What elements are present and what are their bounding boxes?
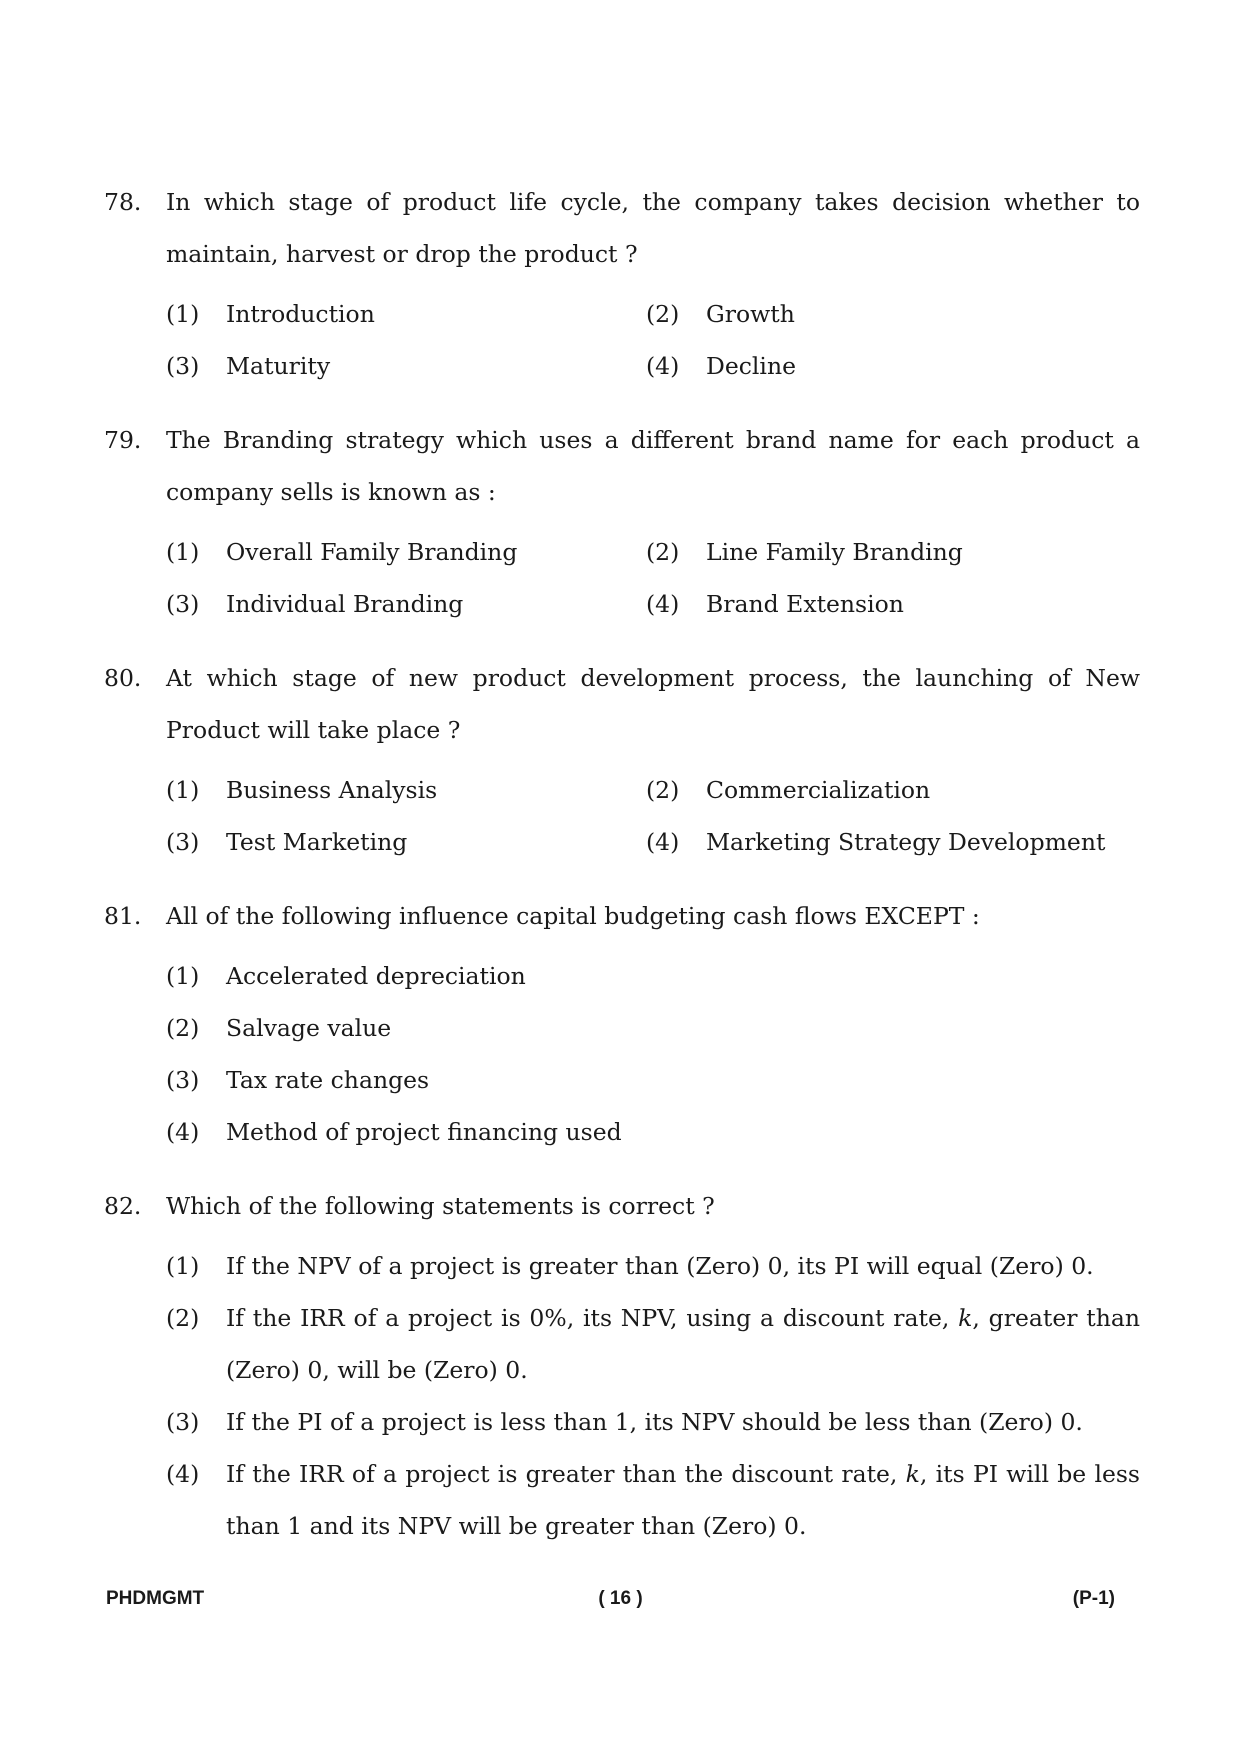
option	[166, 764, 646, 816]
option-number: (3)	[166, 590, 200, 618]
option-number: (4)	[646, 352, 680, 380]
question-79	[104, 414, 1140, 630]
question-number: 80.	[104, 664, 142, 692]
option-number: (4)	[166, 1460, 200, 1488]
option-text: Accelerated depreciation	[226, 962, 526, 990]
options-grid	[166, 764, 1140, 868]
question-number: 79.	[104, 426, 142, 454]
option-text	[226, 1292, 1140, 1396]
question-number: 81.	[104, 902, 142, 930]
options-list	[166, 950, 1140, 1158]
option	[646, 578, 1126, 630]
option-number: (1)	[166, 300, 200, 328]
question-81	[104, 890, 1140, 1158]
option-text: Individual Branding	[226, 590, 464, 618]
option	[646, 288, 1126, 340]
set-code: (P-1)	[1072, 1588, 1115, 1609]
question-text: All of the following influence capital budgeting cash flows EXCEPT :	[166, 902, 980, 930]
option	[166, 1002, 1140, 1054]
option-text: Business Analysis	[226, 776, 438, 804]
option-number: (1)	[166, 1252, 200, 1280]
option-number: (2)	[646, 300, 680, 328]
options-grid	[166, 526, 1140, 630]
options-list	[166, 1240, 1140, 1552]
option	[166, 1292, 1140, 1396]
option-number: (3)	[166, 1408, 200, 1436]
option	[166, 1396, 1140, 1448]
option	[166, 1106, 1140, 1158]
option-text: Introduction	[226, 300, 375, 328]
option-text-part: , greater than (Zero) 0, will be (Zero) 0.	[226, 1304, 1140, 1384]
question-text: The Branding strategy which uses a different brand name for each product a company sells is known as :	[166, 426, 1140, 506]
question-78	[104, 176, 1140, 392]
option-text: Line Family Branding	[706, 538, 963, 566]
paper-code: PHDMGMT	[106, 1588, 205, 1609]
option-number: (1)	[166, 962, 200, 990]
option-text: Commercialization	[706, 776, 931, 804]
question-text: Which of the following statements is correct ?	[166, 1192, 715, 1220]
option-text-part: If the IRR of a project is greater than the discount rate,	[226, 1460, 906, 1488]
option	[166, 1240, 1140, 1292]
question-number: 82.	[104, 1192, 142, 1220]
option-number: (2)	[166, 1014, 200, 1042]
option-text: If the PI of a project is less than 1, its NPV should be less than (Zero) 0.	[226, 1408, 1083, 1436]
option-number: (3)	[166, 828, 200, 856]
option-number: (4)	[646, 828, 680, 856]
option-text: Decline	[706, 352, 796, 380]
question-text: At which stage of new product development process, the launching of New Product will take place ?	[166, 664, 1140, 744]
option-number: (1)	[166, 776, 200, 804]
option	[646, 526, 1126, 578]
option-text: Tax rate changes	[226, 1066, 430, 1094]
question-80	[104, 652, 1140, 868]
option-text: Overall Family Branding	[226, 538, 518, 566]
option-text: If the NPV of a project is greater than (Zero) 0, its PI will equal (Zero) 0.	[226, 1252, 1094, 1280]
option-number: (3)	[166, 1066, 200, 1094]
option-text: Marketing Strategy Development	[706, 828, 1106, 856]
option-text: Brand Extension	[706, 590, 904, 618]
option-text: Method of project financing used	[226, 1118, 622, 1146]
option-number: (3)	[166, 352, 200, 380]
variable-k: k	[905, 1460, 920, 1488]
option-number: (4)	[646, 590, 680, 618]
option	[166, 288, 646, 340]
options-grid	[166, 288, 1140, 392]
option	[646, 340, 1126, 392]
question-text: In which stage of product life cycle, the company takes decision whether to maintain, harvest or drop the product ?	[166, 188, 1140, 268]
option-text-part: If the IRR of a project is 0%, its NPV, using a discount rate,	[226, 1304, 959, 1332]
option	[166, 340, 646, 392]
option	[166, 1448, 1140, 1552]
variable-k: k	[958, 1304, 973, 1332]
option	[646, 764, 1126, 816]
page-number: ( 16 )	[598, 1588, 643, 1609]
option-text-part: , its PI will be less than 1 and its NPV will be greater than (Zero) 0.	[226, 1460, 1140, 1540]
option-number: (4)	[166, 1118, 200, 1146]
option-number: (1)	[166, 538, 200, 566]
option	[166, 950, 1140, 1002]
option-text: Salvage value	[226, 1014, 392, 1042]
option-number: (2)	[166, 1304, 200, 1332]
option	[166, 1054, 1140, 1106]
option-text: Growth	[706, 300, 795, 328]
option	[166, 578, 646, 630]
option-text	[226, 1448, 1140, 1552]
option-number: (2)	[646, 538, 680, 566]
question-82	[104, 1180, 1140, 1552]
question-number: 78.	[104, 188, 142, 216]
option-text: Maturity	[226, 352, 331, 380]
option-text: Test Marketing	[226, 828, 408, 856]
option-number: (2)	[646, 776, 680, 804]
option	[646, 816, 1126, 868]
option	[166, 526, 646, 578]
option	[166, 816, 646, 868]
